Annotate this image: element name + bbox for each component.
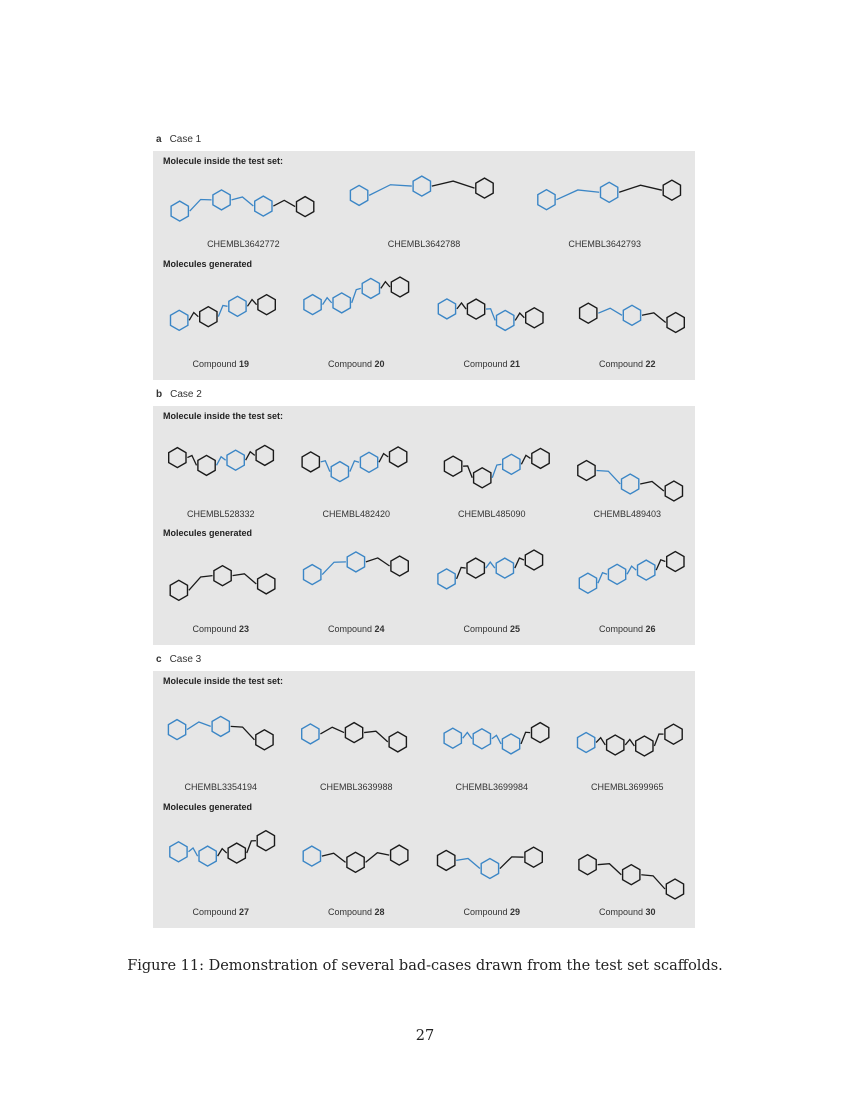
ring — [444, 728, 461, 748]
ring — [212, 716, 229, 736]
compound-prefix: Compound — [463, 359, 508, 369]
compound-label — [424, 624, 560, 634]
ring — [667, 552, 684, 572]
generated-compound — [424, 816, 560, 917]
bond — [598, 864, 622, 875]
bond — [232, 197, 254, 206]
test-molecule — [560, 426, 696, 519]
compound-label — [424, 359, 560, 369]
page-number: 27 — [415, 1028, 435, 1044]
molecule-structure — [432, 426, 552, 505]
ring — [171, 201, 188, 221]
ring — [362, 278, 379, 298]
bond — [656, 560, 665, 570]
generated-compound — [153, 816, 289, 917]
bond — [321, 727, 345, 734]
ring — [444, 456, 461, 476]
molecule-structure — [161, 691, 281, 778]
ring — [580, 573, 597, 593]
bond — [323, 298, 332, 305]
test-molecules-row — [153, 426, 695, 519]
bond — [599, 308, 623, 315]
generated-compound — [560, 273, 696, 369]
generated-molecules-row — [153, 273, 695, 369]
molecule-structure — [296, 691, 416, 778]
ring — [473, 468, 490, 488]
generated-compound — [424, 273, 560, 369]
bond — [230, 726, 254, 739]
molecule-structure — [161, 816, 281, 903]
bond — [486, 309, 495, 321]
bond — [642, 875, 666, 889]
molecule-structure — [296, 542, 416, 620]
bond — [190, 199, 212, 211]
molecule-structure — [567, 816, 687, 903]
compound-label — [153, 624, 289, 634]
ring — [168, 720, 185, 740]
bond — [640, 481, 664, 491]
ring — [473, 729, 490, 749]
ring — [198, 455, 215, 475]
compound-number: 29 — [510, 907, 521, 917]
molecule-structure — [296, 816, 416, 903]
bond — [625, 739, 634, 746]
case-panel — [153, 671, 695, 928]
bond — [217, 849, 226, 857]
bond — [655, 734, 664, 746]
ring — [496, 310, 513, 330]
bond — [596, 738, 605, 745]
bond — [485, 562, 494, 568]
ring — [667, 879, 684, 899]
chembl-id: CHEMBL3642793 — [568, 239, 641, 249]
ring — [578, 461, 595, 481]
bond — [187, 722, 211, 730]
compound-prefix: Compound — [192, 907, 237, 917]
case-letter: c — [156, 654, 162, 665]
bond — [432, 181, 475, 188]
compound-label — [289, 624, 425, 634]
ring — [663, 180, 680, 200]
ring — [496, 558, 513, 578]
test-molecule — [560, 691, 696, 792]
ring — [257, 574, 274, 594]
generated-compound — [153, 542, 289, 634]
ring — [609, 564, 626, 584]
molecule-structure — [432, 691, 552, 778]
ring — [390, 447, 407, 467]
generated-molecules-row — [153, 542, 695, 634]
bond — [642, 313, 666, 323]
molecule-structure — [432, 273, 552, 355]
bond — [321, 461, 330, 472]
compound-prefix: Compound — [327, 359, 372, 369]
generated-compound — [289, 542, 425, 634]
case-label — [156, 654, 201, 665]
chembl-id: CHEMBL3642788 — [387, 239, 461, 249]
ring — [333, 293, 350, 313]
compound-prefix: Compound — [327, 907, 372, 917]
ring — [256, 445, 273, 465]
ring — [347, 852, 364, 872]
ring — [391, 845, 408, 865]
ring — [525, 550, 542, 570]
test-molecule — [424, 691, 560, 792]
bond — [521, 732, 530, 744]
compound-number: 20 — [374, 359, 385, 369]
bond — [274, 200, 296, 206]
ring — [302, 452, 319, 472]
test-molecule — [334, 169, 515, 249]
ring — [607, 735, 624, 755]
compound-prefix: Compound — [463, 624, 508, 634]
chembl-id: CHEMBL3699965 — [590, 782, 664, 792]
molecule-structure — [432, 816, 552, 903]
ring — [258, 295, 275, 315]
compound-prefix: Compound — [598, 907, 643, 917]
chembl-id: CHEMBL3642772 — [207, 239, 280, 249]
ring — [170, 310, 187, 330]
test-molecule — [289, 426, 425, 519]
compound-prefix: Compound — [463, 907, 508, 917]
compound-number: 27 — [239, 907, 250, 917]
compound-number: 24 — [374, 624, 385, 634]
generated-compound — [153, 273, 289, 369]
ring — [392, 277, 409, 297]
bond — [247, 300, 256, 307]
ring — [346, 723, 363, 743]
ring — [170, 580, 187, 600]
generated-compound — [289, 816, 425, 917]
chembl-id: CHEMBL482420 — [322, 509, 391, 519]
case-label — [156, 389, 202, 400]
ring — [303, 846, 320, 866]
ring — [227, 450, 244, 470]
molecule-structure — [567, 426, 687, 505]
chembl-id: CHEMBL3354194 — [184, 782, 258, 792]
ring — [257, 831, 274, 851]
bond — [619, 185, 662, 192]
bond — [350, 461, 359, 472]
chembl-id: CHEMBL3639988 — [319, 782, 393, 792]
case-title: Case 1 — [169, 134, 202, 145]
compound-label — [560, 359, 696, 369]
ring — [413, 176, 430, 196]
bond — [366, 853, 390, 863]
bond — [463, 466, 472, 478]
case-letter: a — [156, 134, 162, 145]
ring — [579, 855, 596, 875]
ring — [213, 190, 230, 210]
ring — [622, 474, 639, 494]
ring — [467, 558, 484, 578]
ring — [304, 565, 321, 585]
ring — [391, 556, 408, 576]
test-set-header: Molecule inside the test set: — [163, 156, 284, 166]
ring — [580, 303, 597, 323]
bond — [369, 185, 412, 196]
bond — [379, 454, 388, 463]
bond — [556, 190, 599, 200]
ring — [636, 736, 653, 756]
molecule-structure — [161, 273, 281, 355]
molecule-structure — [525, 169, 685, 235]
molecule-structure — [296, 273, 416, 355]
ring — [255, 196, 272, 216]
compound-number: 19 — [239, 359, 250, 369]
bond — [246, 841, 255, 853]
compound-prefix: Compound — [192, 624, 237, 634]
compound-label — [289, 359, 425, 369]
ring — [467, 299, 484, 319]
generated-compound — [424, 542, 560, 634]
bond — [381, 282, 390, 289]
compound-number: 21 — [510, 359, 521, 369]
ring — [665, 724, 682, 744]
compound-label — [560, 907, 696, 917]
ring — [347, 552, 364, 572]
bond — [515, 313, 524, 320]
compound-number: 26 — [645, 624, 656, 634]
molecule-structure — [567, 273, 687, 355]
case-panel — [153, 151, 695, 380]
compound-number: 22 — [645, 359, 656, 369]
bond — [322, 562, 346, 575]
ring — [304, 295, 321, 315]
case-letter: b — [156, 389, 163, 400]
molecule-structure — [296, 426, 416, 505]
ring — [228, 843, 245, 863]
molecule-structure — [161, 542, 281, 620]
case-title: Case 3 — [169, 654, 202, 665]
bond — [627, 566, 636, 574]
ring — [437, 850, 454, 870]
test-molecules-row — [153, 169, 695, 249]
generated-compound — [289, 273, 425, 369]
ring — [537, 190, 554, 210]
ring — [438, 299, 455, 319]
test-molecule — [153, 169, 334, 249]
compound-label — [153, 907, 289, 917]
compound-label — [560, 624, 696, 634]
ring — [302, 724, 319, 744]
compound-number: 30 — [645, 907, 656, 917]
molecule-structure — [163, 169, 323, 235]
bond — [245, 452, 254, 460]
compound-prefix: Compound — [192, 359, 237, 369]
bond — [521, 455, 530, 464]
generated-header: Molecules generated — [163, 528, 253, 538]
compound-label — [153, 359, 289, 369]
bond — [598, 573, 607, 583]
test-molecules-row — [153, 691, 695, 792]
bond — [232, 574, 256, 584]
compound-label — [424, 907, 560, 917]
molecule-structure — [567, 542, 687, 620]
bond — [364, 731, 388, 742]
ring — [600, 182, 617, 202]
ring — [624, 305, 641, 325]
bond — [216, 457, 225, 466]
compound-number: 25 — [510, 624, 521, 634]
molecule-structure — [567, 691, 687, 778]
compound-prefix: Compound — [598, 624, 643, 634]
test-set-header: Molecule inside the test set: — [163, 676, 284, 686]
ring — [531, 723, 548, 743]
generated-molecules-row — [153, 816, 695, 917]
ring — [667, 313, 684, 333]
case-title: Case 2 — [170, 389, 202, 400]
test-molecule — [153, 426, 289, 519]
ring — [170, 842, 187, 862]
test-molecule — [514, 169, 695, 249]
bond — [492, 464, 501, 477]
ring — [532, 448, 549, 468]
ring — [331, 462, 348, 482]
bond — [189, 312, 198, 320]
molecule-structure — [344, 169, 504, 235]
bond — [322, 853, 346, 862]
chembl-id: CHEMBL489403 — [593, 509, 662, 519]
bond — [492, 735, 501, 744]
ring — [502, 454, 519, 474]
molecule-structure — [161, 426, 281, 505]
ring — [389, 732, 406, 752]
bond — [456, 858, 480, 868]
ring — [256, 730, 273, 750]
bond — [463, 732, 472, 738]
ring — [623, 865, 640, 885]
test-molecule — [424, 426, 560, 519]
bond — [188, 848, 197, 856]
bond — [366, 558, 390, 566]
ring — [199, 846, 216, 866]
ring — [665, 481, 682, 501]
ring — [168, 448, 185, 468]
chembl-id: CHEMBL485090 — [457, 509, 526, 519]
compound-prefix: Compound — [598, 359, 643, 369]
bond — [456, 567, 465, 578]
bond — [457, 303, 466, 309]
test-set-header: Molecule inside the test set: — [163, 411, 284, 421]
generated-header: Molecules generated — [163, 802, 253, 812]
ring — [229, 296, 246, 316]
ring — [214, 566, 231, 586]
bond — [218, 305, 227, 316]
test-molecule — [153, 691, 289, 792]
bond — [500, 857, 524, 869]
compound-number: 28 — [374, 907, 385, 917]
ring — [476, 178, 493, 198]
test-molecule — [289, 691, 425, 792]
ring — [481, 859, 498, 879]
ring — [638, 560, 655, 580]
bond — [597, 470, 621, 483]
ring — [361, 452, 378, 472]
ring — [525, 308, 542, 328]
generated-compound — [560, 542, 696, 634]
generated-compound — [560, 816, 696, 917]
ring — [297, 197, 314, 217]
ring — [502, 734, 519, 754]
case-panel — [153, 406, 695, 645]
generated-header: Molecules generated — [163, 259, 253, 269]
case-label — [156, 134, 201, 145]
compound-label — [289, 907, 425, 917]
bond — [189, 576, 213, 591]
bond — [187, 455, 196, 465]
compound-number: 23 — [239, 624, 250, 634]
figure-caption: Figure 11: Demonstration of several bad-cases drawn from the test set scaffolds. — [127, 958, 723, 974]
bond — [515, 558, 524, 568]
compound-prefix: Compound — [327, 624, 372, 634]
ring — [438, 569, 455, 589]
chembl-id: CHEMBL528332 — [186, 509, 255, 519]
ring — [578, 733, 595, 753]
molecule-structure — [432, 542, 552, 620]
ring — [350, 185, 367, 205]
ring — [525, 847, 542, 867]
chembl-id: CHEMBL3699984 — [455, 782, 529, 792]
bond — [352, 288, 361, 302]
ring — [199, 307, 216, 327]
